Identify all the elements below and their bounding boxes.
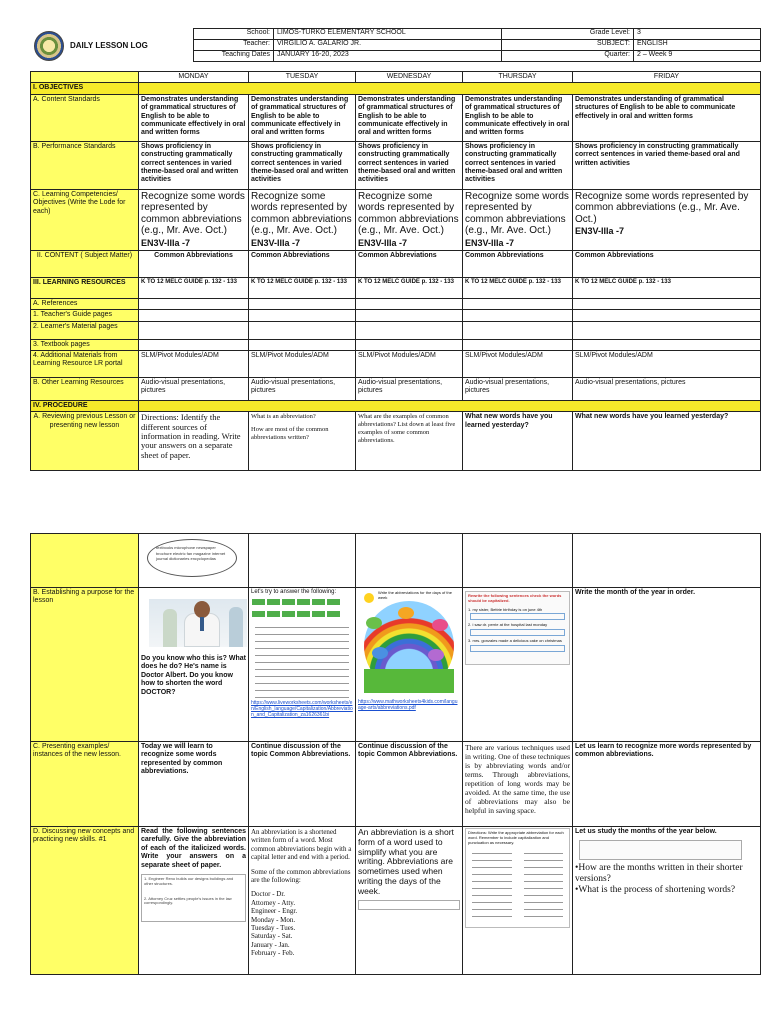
- discussing-wed: An abbreviation is a short form of a word used to simplify what you are writing. Abbreviations are sometimes used when writing the days of the week.: [356, 827, 463, 975]
- grade-value: 3: [634, 29, 761, 40]
- references-label: A. References: [31, 298, 139, 309]
- additional-tue: SLM/Pivot Modules/ADM: [249, 350, 356, 377]
- review-wed: What are the examples of common abbreviations? List down at least five examples of some common abbreviations.: [356, 412, 463, 471]
- sentence-exercise-image: 1. Engineer Reno builds our designs buildings and other structures. 2. Attorney Cruz settles people's issues in the law correspondingly.: [141, 874, 246, 922]
- abbreviation-list: Doctor - Dr. Attorney - Atty. Engineer - Engr. Monday - Mon. Tuesday - Tues. Saturday - Sat. January - Jan. February - Feb.: [251, 890, 298, 958]
- performance-fri: Shows proficiency in constructing grammatically correct sentences in varied theme-based oral and written activities: [573, 141, 761, 189]
- purpose-wed: [356, 588, 463, 742]
- competency-thu: Recognize some words represented by common abbreviations (e.g., Mr. Ave. Oct.) EN3V-IIIa -7: [463, 189, 573, 250]
- discussing-label: D. Discussing new concepts and practicing new skills. #1: [31, 827, 139, 975]
- content-standards-label: A. Content Standards: [31, 94, 139, 141]
- discussing-mon: Read the following sentences carefully. Give the abbreviation of each of the italicized words. Write your answers on a separate sheet of paper. 1. Engineer Reno builds our designs buildings and other structures. 2. Attorney Cruz settles people's issues in the law correspondingly.: [139, 827, 249, 975]
- content-fri: Common Abbreviations: [573, 250, 761, 277]
- quarter-value: 2 – Week 9: [634, 51, 761, 62]
- performance-tue: Shows proficiency in constructing grammatically correct sentences in varied theme-based oral and written activities: [249, 141, 356, 189]
- quarter-label: Quarter:: [568, 51, 634, 62]
- purpose-fri: Write the month of the year in order.: [573, 588, 761, 742]
- days-abbreviation-strip: [358, 900, 460, 910]
- discussing-fri: Let us study the months of the year below. •How are the months written in their shorter versions? •What is the process of shortening words?: [573, 827, 761, 975]
- performance-thu: Shows proficiency in constructing grammatically correct sentences in varied theme-based oral and written activities: [463, 141, 573, 189]
- teacher-value: VIRGILIO A. GALARIO JR.: [274, 40, 502, 51]
- abbreviation-worksheet-2: Directions: Write the appropriate abbreviation for each word. Remember to include capitalization and punctuation as necessary.: [465, 828, 570, 928]
- dates-label: Teaching Dates: [194, 51, 274, 62]
- competency-tue: Recognize some words represented by common abbreviations (e.g., Mr. Ave. Oct.) EN3V-IIIa -7: [249, 189, 356, 250]
- other-fri: Audio-visual presentations, pictures: [573, 377, 761, 400]
- content-mon: Common Abbreviations: [139, 250, 249, 277]
- sources-bubble-cell: [139, 534, 249, 588]
- mathworksheets-link[interactable]: https://www.mathworksheets4kids.com/language-arts/abbreviations.pdf: [358, 699, 458, 711]
- sources-thought-bubble: textbooks microphone newspaper brochure electric fan magazine internet journal dictionaries encyclopedias: [147, 539, 237, 577]
- doctor-picture: [149, 599, 247, 647]
- procedure-heading: IV. PROCEDURE: [31, 400, 139, 411]
- competency-wed: Recognize some words represented by common abbreviations (e.g., Mr. Ave. Oct.) EN3V-IIIa -7: [356, 189, 463, 250]
- day-header-friday: FRIDAY: [573, 72, 761, 83]
- presenting-label: C. Presenting examples/ instances of the new lesson.: [31, 742, 139, 827]
- melc-fri: K TO 12 MELC GUIDE p. 132 - 133: [573, 277, 761, 298]
- teachers-guide-label: 1. Teacher's Guide pages: [31, 310, 139, 321]
- learning-resources-label: III. LEARNING RESOURCES: [31, 277, 139, 298]
- sun-icon: [364, 593, 374, 603]
- textbook-label: 3. Textbook pages: [31, 339, 139, 350]
- day-header-tuesday: TUESDAY: [249, 72, 356, 83]
- months-question-2: •What is the process of shortening words?: [575, 885, 736, 896]
- additional-materials-label: 4. Additional Materials from Learning Resource LR portal: [31, 350, 139, 377]
- objectives-heading: I. OBJECTIVES: [31, 83, 139, 94]
- competency-fri: Recognize some words represented by common abbreviations (e.g., Mr. Ave. Oct.) EN3V-IIIa -7: [573, 189, 761, 250]
- school-label: School:: [194, 29, 274, 40]
- page-title: DAILY LESSON LOG: [70, 41, 148, 50]
- rainbow-worksheet: Write the abbreviations for the days of the week: [358, 589, 460, 699]
- content-tue: Common Abbreviations: [249, 250, 356, 277]
- discussing-thu: [463, 827, 573, 975]
- additional-mon: SLM/Pivot Modules/ADM: [139, 350, 249, 377]
- months-table-image: [579, 840, 742, 860]
- content-thu: Common Abbreviations: [463, 250, 573, 277]
- learning-competencies-label: C. Learning Competencies/ Objectives (Write the Lode for each): [31, 189, 139, 250]
- content-standards-fri: Demonstrates understanding of grammatical structures of English to be able to communicate effectively in oral and written forms: [573, 94, 761, 141]
- other-mon: Audio-visual presentations, pictures: [139, 377, 249, 400]
- reviewing-label: A. Reviewing previous Lesson or presenting new lesson: [31, 412, 139, 471]
- day-header-wednesday: WEDNESDAY: [356, 72, 463, 83]
- discussing-tue: An abbreviation is a shortened written form of a word. Most common abbreviations begin with a capital letter and end with a period. Some of the common abbreviations are the following: Doctor - Dr. Attorney - Atty. Engineer - Engr. Monday - Mon. Tuesday - Tues. Saturday - Sat. January - Jan. February - Feb.: [249, 827, 356, 975]
- day-header-monday: MONDAY: [139, 72, 249, 83]
- presenting-thu: There are various techniques used in writing. One of these techniques is by abbreviating words and/or terms. Through abbreviations, repetition of long words may be avoided. At the same time, the use of abbreviations may also be helpful in saving space.: [463, 742, 573, 827]
- lesson-table-page2: [30, 533, 760, 975]
- melc-wed: K TO 12 MELC GUIDE p. 132 - 133: [356, 277, 463, 298]
- competency-mon: Recognize some words represented by common abbreviations (e.g., Mr. Ave. Oct.) EN3V-IIIa -7: [139, 189, 249, 250]
- review-tue: What is an abbreviation? How are most of the common abbreviations written?: [249, 412, 356, 471]
- performance-standards-label: B. Performance Standards: [31, 141, 139, 189]
- other-resources-label: B. Other Learning Resources: [31, 377, 139, 400]
- performance-mon: Shows proficiency in constructing grammatically correct sentences in varied theme-based oral and written activities: [139, 141, 249, 189]
- learners-material-label: 2. Learner's Material pages: [31, 321, 139, 339]
- presenting-tue: Continue discussion of the topic Common Abbreviations.: [249, 742, 356, 827]
- additional-fri: SLM/Pivot Modules/ADM: [573, 350, 761, 377]
- additional-wed: SLM/Pivot Modules/ADM: [356, 350, 463, 377]
- review-thu: What new words have you learned yesterday?: [463, 412, 573, 471]
- day-header-thursday: THURSDAY: [463, 72, 573, 83]
- content-standards-wed: Demonstrates understanding of grammatical structures of English to be able to communicate effectively in oral and written forms: [356, 94, 463, 141]
- subject-label: SUBJECT:: [568, 40, 634, 51]
- content-standards-thu: Demonstrates understanding of grammatical structures of English to be able to communicate effectively in oral and written forms: [463, 94, 573, 141]
- capitalization-worksheet: Rewrite the following sentences check the words should be capitalized. 1. my sister, Bettrie birthday is on june 4th 2. i saw dr. perrie at the hospital last monday 3. mrs. gonzales made a delicious cake on christmas: [465, 591, 570, 665]
- purpose-thu: [463, 588, 573, 742]
- review-mon: Directions: Identify the different sources of information in reading. Write your answers on a separate sheet of paper.: [139, 412, 249, 471]
- presenting-wed: Continue discussion of the topic Common Abbreviations.: [356, 742, 463, 827]
- melc-mon: K TO 12 MELC GUIDE p. 132 - 133: [139, 277, 249, 298]
- dates-value: JANUARY 16-20, 2023: [274, 51, 502, 62]
- purpose-tue: Let's try to answer the following: https://www.liveworksheets.com/worksheets/en/English_language/Capitalization/Abbreviation_and_Capitalization_za1626361bi: [249, 588, 356, 742]
- other-wed: Audio-visual presentations, pictures: [356, 377, 463, 400]
- content-label: II. CONTENT ( Subject Matter): [31, 250, 139, 277]
- doctor-question: Do you know who this is? What does he do? He's name is Doctor Albert. Do you know how to shorten the word DOCTOR?: [141, 655, 246, 696]
- other-thu: Audio-visual presentations, pictures: [463, 377, 573, 400]
- grade-label: Grade Level:: [568, 29, 634, 40]
- lesson-log-header: [30, 28, 760, 64]
- abbreviation-worksheet: [251, 598, 353, 698]
- school-value: LIMOS-TURKO ELEMENTARY SCHOOL: [274, 29, 502, 40]
- purpose-label: B. Establishing a purpose for the lesson: [31, 588, 139, 742]
- review-fri: What new words have you learned yesterday?: [573, 412, 761, 471]
- liveworksheets-link[interactable]: https://www.liveworksheets.com/worksheets/en/English_language/Capitalization/Abbreviation_and_Capitalization_za1626361bi: [251, 699, 353, 718]
- subject-value: ENGLISH: [634, 40, 761, 51]
- content-standards-mon: Demonstrates understanding of grammatical structures of English to be able to communicate effectively in oral and written forms: [139, 94, 249, 141]
- lesson-table-page1: [30, 71, 760, 471]
- presenting-fri: Let us learn to recognize more words represented by common abbreviations.: [573, 742, 761, 827]
- melc-tue: K TO 12 MELC GUIDE p. 132 - 133: [249, 277, 356, 298]
- performance-wed: Shows proficiency in constructing grammatically correct sentences in varied theme-based oral and written activities: [356, 141, 463, 189]
- melc-thu: K TO 12 MELC GUIDE p. 132 - 133: [463, 277, 573, 298]
- content-standards-tue: Demonstrates understanding of grammatical structures of English to be able to communicate effectively in oral and written forms: [249, 94, 356, 141]
- content-wed: Common Abbreviations: [356, 250, 463, 277]
- presenting-mon: Today we will learn to recognize some words represented by common abbreviations.: [139, 742, 249, 827]
- purpose-mon: [139, 588, 249, 742]
- teacher-label: Teacher:: [194, 40, 274, 51]
- other-tue: Audio-visual presentations, pictures: [249, 377, 356, 400]
- months-question-1: •How are the months written in their shorter versions?: [575, 863, 743, 885]
- additional-thu: SLM/Pivot Modules/ADM: [463, 350, 573, 377]
- deped-seal-icon: [34, 31, 64, 61]
